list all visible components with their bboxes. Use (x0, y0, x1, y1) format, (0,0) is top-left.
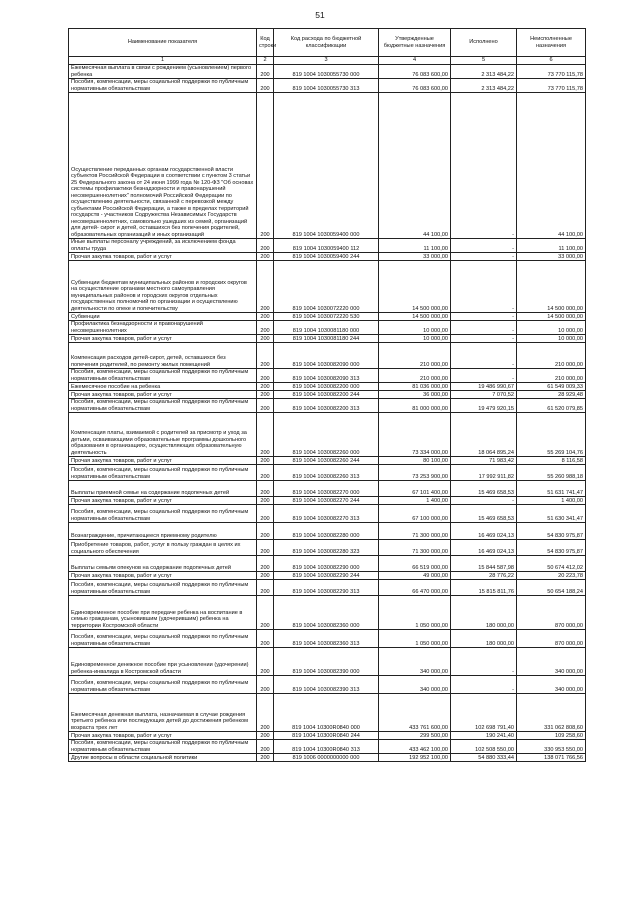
cell-line-code: 200 (257, 343, 274, 369)
cell-executed: 2 313 484,22 (451, 65, 517, 79)
cell-executed: - (451, 648, 517, 676)
cell-remaining: 330 953 550,00 (517, 740, 586, 754)
cell-approved: 33 000,00 (379, 253, 451, 261)
header-classification-code: Код расхода по бюджетной классификации (274, 29, 379, 57)
cell-line-code: 200 (257, 694, 274, 732)
cell-indicator-name: Прочая закупка товаров, работ и услуг (69, 253, 257, 261)
cell-indicator-name: Субвенции бюджетам муниципальных районов и городских округов на осуществление органами местного самоуправления муниципальных районов и городских округов отдельных государственных полномочий по организации и осуществлению деятельности по опеке и попечительству (69, 261, 257, 313)
cell-classification-code: 819 1004 1030082280 323 (274, 540, 379, 556)
cell-approved: 67 100 000,00 (379, 505, 451, 523)
cell-approved: 44 100,00 (379, 93, 451, 239)
cell-approved: 210 000,00 (379, 343, 451, 369)
cell-line-code: 200 (257, 93, 274, 239)
cell-indicator-name: Приобретение товаров, работ, услуг в пользу граждан в целях их социального обеспечения (69, 540, 257, 556)
cell-approved: 66 519 000,00 (379, 556, 451, 572)
cell-remaining: 54 830 975,87 (517, 540, 586, 556)
cell-indicator-name: Прочая закупка товаров, работ и услуг (69, 732, 257, 740)
cell-line-code: 200 (257, 556, 274, 572)
cell-classification-code: 819 1004 1030082270 000 (274, 481, 379, 497)
cell-indicator-name: Ежемесячное пособие на ребенка (69, 383, 257, 391)
cell-classification-code: 819 1004 10300R0840 244 (274, 732, 379, 740)
cell-indicator-name: Иные выплаты персоналу учреждений, за исключением фонда оплаты труда (69, 239, 257, 253)
cell-approved: 340 000,00 (379, 648, 451, 676)
cell-indicator-name: Ежемесячная выплата в связи с рождением (усыновлением) первого ребенка (69, 65, 257, 79)
cell-remaining: 44 100,00 (517, 93, 586, 239)
header-index: 4 (379, 57, 451, 65)
cell-line-code: 200 (257, 523, 274, 540)
cell-remaining: 210 000,00 (517, 369, 586, 383)
cell-approved: 73 334 000,00 (379, 413, 451, 457)
cell-executed: 15 469 658,53 (451, 505, 517, 523)
cell-executed: 16 469 024,13 (451, 523, 517, 540)
cell-classification-code: 819 1004 1030082360 000 (274, 596, 379, 630)
cell-remaining: 1 400,00 (517, 497, 586, 505)
cell-approved: 192 952 100,00 (379, 754, 451, 762)
header-remaining: Неисполненные назначения (517, 29, 586, 57)
cell-classification-code: 819 1004 1030082270 244 (274, 497, 379, 505)
cell-line-code: 200 (257, 369, 274, 383)
table-row (69, 572, 586, 580)
cell-line-code: 200 (257, 383, 274, 391)
cell-approved: 10 000,00 (379, 321, 451, 335)
cell-indicator-name: Пособия, компенсации, меры социальной поддержки по публичным нормативным обязательствам (69, 505, 257, 523)
cell-classification-code: 819 1004 1030082260 000 (274, 413, 379, 457)
cell-classification-code: 819 1004 10300R0840 000 (274, 694, 379, 732)
table-row (69, 630, 586, 648)
cell-executed: 180 000,00 (451, 630, 517, 648)
table-row (69, 239, 586, 253)
cell-classification-code: 819 1004 1030082260 313 (274, 465, 379, 481)
cell-indicator-name: Прочая закупка товаров, работ и услуг (69, 335, 257, 343)
cell-line-code: 200 (257, 676, 274, 694)
cell-approved: 73 253 900,00 (379, 465, 451, 481)
cell-approved: 210 000,00 (379, 369, 451, 383)
table-row (69, 335, 586, 343)
cell-executed: - (451, 321, 517, 335)
cell-classification-code: 819 1004 1030082200 244 (274, 391, 379, 399)
cell-line-code: 200 (257, 572, 274, 580)
cell-remaining: 340 000,00 (517, 648, 586, 676)
table-body (69, 65, 586, 762)
cell-remaining: 210 000,00 (517, 343, 586, 369)
table-row (69, 676, 586, 694)
cell-remaining: 61 520 079,85 (517, 399, 586, 413)
cell-executed: 54 880 333,44 (451, 754, 517, 762)
cell-remaining: 51 631 741,47 (517, 481, 586, 497)
cell-line-code: 200 (257, 754, 274, 762)
cell-classification-code: 819 1004 1030082290 000 (274, 556, 379, 572)
cell-classification-code: 819 1004 1030082090 000 (274, 343, 379, 369)
cell-executed: 71 983,42 (451, 457, 517, 465)
cell-indicator-name: Компенсация расходов детей-сирот, детей, оставшихся без попечения родителей, по ремонту жилых помещений (69, 343, 257, 369)
cell-classification-code: 819 1004 1030082270 313 (274, 505, 379, 523)
table-row (69, 413, 586, 457)
cell-approved: 299 500,00 (379, 732, 451, 740)
cell-approved: 14 500 000,00 (379, 313, 451, 321)
cell-remaining: 14 500 000,00 (517, 261, 586, 313)
cell-classification-code: 819 1004 1030055730 000 (274, 65, 379, 79)
cell-line-code: 200 (257, 313, 274, 321)
cell-approved: 49 000,00 (379, 572, 451, 580)
cell-remaining: 28 929,48 (517, 391, 586, 399)
cell-remaining: 10 000,00 (517, 321, 586, 335)
cell-approved: 36 000,00 (379, 391, 451, 399)
cell-remaining: 8 116,58 (517, 457, 586, 465)
table-row (69, 580, 586, 596)
cell-executed: - (451, 343, 517, 369)
cell-approved: 11 100,00 (379, 239, 451, 253)
cell-line-code: 200 (257, 65, 274, 79)
cell-executed: 15 844 587,98 (451, 556, 517, 572)
cell-executed: - (451, 93, 517, 239)
cell-indicator-name: Вознаграждение, причитающееся приемному родителю (69, 523, 257, 540)
table-row (69, 596, 586, 630)
header-executed: Исполнено (451, 29, 517, 57)
cell-approved: 340 000,00 (379, 676, 451, 694)
cell-line-code: 200 (257, 481, 274, 497)
cell-remaining: 20 223,78 (517, 572, 586, 580)
cell-executed: - (451, 335, 517, 343)
cell-remaining: 33 000,00 (517, 253, 586, 261)
cell-classification-code: 819 1004 1030082360 313 (274, 630, 379, 648)
cell-indicator-name: Пособия, компенсации, меры социальной поддержки по публичным нормативным обязательствам (69, 465, 257, 481)
cell-executed: 17 992 911,82 (451, 465, 517, 481)
table-row (69, 343, 586, 369)
cell-remaining: 138 071 766,56 (517, 754, 586, 762)
table-row (69, 540, 586, 556)
cell-classification-code: 819 1004 1030059400 112 (274, 239, 379, 253)
cell-line-code: 200 (257, 261, 274, 313)
cell-remaining: 14 500 000,00 (517, 313, 586, 321)
table-row (69, 383, 586, 391)
cell-executed: - (451, 676, 517, 694)
table-row (69, 79, 586, 93)
header-line-code: Код строки (257, 29, 274, 57)
cell-line-code: 200 (257, 321, 274, 335)
header-index: 1 (69, 57, 257, 65)
cell-executed: - (451, 313, 517, 321)
cell-approved: 81 000 000,00 (379, 399, 451, 413)
cell-approved: 10 000,00 (379, 335, 451, 343)
cell-executed: - (451, 239, 517, 253)
cell-remaining: 11 100,00 (517, 239, 586, 253)
table-row (69, 556, 586, 572)
cell-approved: 1 050 000,00 (379, 630, 451, 648)
table-row (69, 497, 586, 505)
cell-classification-code: 819 1004 1030082290 313 (274, 580, 379, 596)
page-number: 51 (315, 10, 325, 20)
cell-line-code: 200 (257, 540, 274, 556)
budget-execution-table (68, 28, 586, 762)
table-row (69, 391, 586, 399)
cell-indicator-name: Пособия, компенсации, меры социальной поддержки по публичным нормативным обязательствам (69, 79, 257, 93)
cell-remaining: 55 260 988,18 (517, 465, 586, 481)
table-row (69, 313, 586, 321)
cell-classification-code: 819 1004 1030081180 244 (274, 335, 379, 343)
cell-line-code: 200 (257, 399, 274, 413)
cell-classification-code: 819 1004 10300R0840 313 (274, 740, 379, 754)
cell-line-code: 200 (257, 413, 274, 457)
cell-classification-code: 819 1004 1030082290 244 (274, 572, 379, 580)
cell-executed: - (451, 261, 517, 313)
cell-approved: 71 300 000,00 (379, 523, 451, 540)
table-row (69, 465, 586, 481)
table-row (69, 505, 586, 523)
table-row (69, 481, 586, 497)
cell-remaining: 331 062 808,60 (517, 694, 586, 732)
cell-remaining: 54 830 975,87 (517, 523, 586, 540)
cell-executed: 19 486 990,67 (451, 383, 517, 391)
cell-executed: 15 469 658,53 (451, 481, 517, 497)
cell-approved: 1 400,00 (379, 497, 451, 505)
header-index: 2 (257, 57, 274, 65)
cell-approved: 14 500 000,00 (379, 261, 451, 313)
cell-line-code: 200 (257, 732, 274, 740)
cell-executed: 15 815 811,76 (451, 580, 517, 596)
cell-indicator-name: Единовременное денежное пособие при усыновлении (удочерении) ребенка-инвалида в Костромской области (69, 648, 257, 676)
cell-remaining: 73 770 115,78 (517, 79, 586, 93)
cell-line-code: 200 (257, 335, 274, 343)
cell-remaining: 870 000,00 (517, 630, 586, 648)
cell-executed: 19 479 920,15 (451, 399, 517, 413)
cell-remaining: 55 269 104,76 (517, 413, 586, 457)
cell-executed: 28 776,22 (451, 572, 517, 580)
cell-line-code: 200 (257, 253, 274, 261)
cell-classification-code: 819 1004 1030072220 530 (274, 313, 379, 321)
cell-classification-code: 819 1004 1030081180 000 (274, 321, 379, 335)
cell-classification-code: 819 1004 1030072220 000 (274, 261, 379, 313)
cell-executed: 2 313 484,22 (451, 79, 517, 93)
header-index: 5 (451, 57, 517, 65)
cell-classification-code: 819 1004 1030082200 313 (274, 399, 379, 413)
cell-executed: - (451, 369, 517, 383)
cell-classification-code: 819 1006 0000000000 000 (274, 754, 379, 762)
cell-approved: 1 050 000,00 (379, 596, 451, 630)
cell-executed: - (451, 253, 517, 261)
cell-indicator-name: Пособия, компенсации, меры социальной поддержки по публичным нормативным обязательствам (69, 676, 257, 694)
cell-approved: 71 300 000,00 (379, 540, 451, 556)
cell-line-code: 200 (257, 596, 274, 630)
table-row (69, 740, 586, 754)
cell-indicator-name: Прочая закупка товаров, работ и услуг (69, 457, 257, 465)
cell-indicator-name: Пособия, компенсации, меры социальной поддержки по публичным нормативным обязательствам (69, 369, 257, 383)
cell-executed: 180 000,00 (451, 596, 517, 630)
cell-classification-code: 819 1004 1030059400 000 (274, 93, 379, 239)
table-row (69, 261, 586, 313)
table-row (69, 399, 586, 413)
cell-remaining: 10 000,00 (517, 335, 586, 343)
cell-line-code: 200 (257, 239, 274, 253)
cell-indicator-name: Прочая закупка товаров, работ и услуг (69, 572, 257, 580)
cell-classification-code: 819 1004 1030059400 244 (274, 253, 379, 261)
table-row (69, 754, 586, 762)
cell-approved: 66 470 000,00 (379, 580, 451, 596)
cell-indicator-name: Субвенции (69, 313, 257, 321)
cell-line-code: 200 (257, 391, 274, 399)
cell-indicator-name: Другие вопросы в области социальной политики (69, 754, 257, 762)
table-row (69, 523, 586, 540)
header-indicator-name: Наименование показателя (69, 29, 257, 57)
cell-approved: 433 462 100,00 (379, 740, 451, 754)
cell-indicator-name: Пособия, компенсации, меры социальной поддержки по публичным нормативным обязательствам (69, 740, 257, 754)
cell-remaining: 50 674 412,02 (517, 556, 586, 572)
cell-remaining: 870 000,00 (517, 596, 586, 630)
cell-remaining: 61 549 009,33 (517, 383, 586, 391)
cell-line-code: 200 (257, 497, 274, 505)
cell-indicator-name: Осуществление переданных органам государственной власти субъектов Российской Федерации в соответствии с пунктом 3 статьи 25 Федерального закона от 24 июня 1999 года № 120-ФЗ "Об основах системы профилактики безнадзорности и правонарушений несовершеннолетних" полномочий Российской Федерации по осуществлению деятельности, связанной с перевозкой между субъектами Российской Федерации, а также в пределах территорий государств - участников Содружества Независимых Государств несовершеннолетних, самовольно ушедших из семей, организаций для детей- сирот и детей, оставшихся без попечения родителей, образовательных организаций и иных организаций (69, 93, 257, 239)
cell-line-code: 200 (257, 505, 274, 523)
cell-indicator-name: Пособия, компенсации, меры социальной поддержки по публичным нормативным обязательствам (69, 630, 257, 648)
cell-remaining: 51 630 341,47 (517, 505, 586, 523)
cell-approved: 67 101 400,00 (379, 481, 451, 497)
cell-remaining: 340 000,00 (517, 676, 586, 694)
cell-line-code: 200 (257, 465, 274, 481)
cell-line-code: 200 (257, 580, 274, 596)
table-row (69, 93, 586, 239)
cell-executed: 16 469 024,13 (451, 540, 517, 556)
cell-classification-code: 819 1004 1030082280 000 (274, 523, 379, 540)
cell-classification-code: 819 1004 1030082390 313 (274, 676, 379, 694)
cell-indicator-name: Пособия, компенсации, меры социальной поддержки по публичным нормативным обязательствам (69, 580, 257, 596)
cell-classification-code: 819 1004 1030082260 244 (274, 457, 379, 465)
cell-executed: 7 070,52 (451, 391, 517, 399)
cell-indicator-name: Пособия, компенсации, меры социальной поддержки по публичным нормативным обязательствам (69, 399, 257, 413)
table-row (69, 65, 586, 79)
table-row (69, 321, 586, 335)
cell-approved: 76 083 600,00 (379, 65, 451, 79)
header-index: 3 (274, 57, 379, 65)
cell-indicator-name: Компенсация платы, взимаемой с родителей за присмотр и уход за детьми, осваивающими образовательные программы дошкольного образования в организациях, осуществляющих образовательную деятельность (69, 413, 257, 457)
cell-classification-code: 819 1004 1030082200 000 (274, 383, 379, 391)
table-row (69, 457, 586, 465)
table-row (69, 732, 586, 740)
cell-executed: 102 698 791,40 (451, 694, 517, 732)
table-row (69, 648, 586, 676)
cell-remaining: 109 258,60 (517, 732, 586, 740)
cell-indicator-name: Прочая закупка товаров, работ и услуг (69, 391, 257, 399)
cell-executed: 102 508 550,00 (451, 740, 517, 754)
cell-executed: - (451, 497, 517, 505)
cell-indicator-name: Выплаты семьям опекунов на содержание подопечных детей (69, 556, 257, 572)
cell-executed: 18 064 895,24 (451, 413, 517, 457)
table-row (69, 694, 586, 732)
cell-indicator-name: Единовременное пособие при передаче ребенка на воспитание в семью гражданам, усыновившим (удочерившим) ребенка на территории Костромской области (69, 596, 257, 630)
table-row (69, 253, 586, 261)
cell-classification-code: 819 1004 1030055730 313 (274, 79, 379, 93)
cell-classification-code: 819 1004 1030082090 313 (274, 369, 379, 383)
cell-indicator-name: Выплаты приемной семье на содержание подопечных детей (69, 481, 257, 497)
cell-approved: 81 036 000,00 (379, 383, 451, 391)
cell-line-code: 200 (257, 648, 274, 676)
cell-approved: 433 761 600,00 (379, 694, 451, 732)
header-index: 6 (517, 57, 586, 65)
cell-indicator-name: Профилактика безнадзорности и правонарушений несовершеннолетних (69, 321, 257, 335)
cell-line-code: 200 (257, 457, 274, 465)
cell-line-code: 200 (257, 630, 274, 648)
cell-indicator-name: Ежемесячная денежная выплата, назначаемая в случае рождения третьего ребенка или последующих детей до достижения ребенком возраста трех лет (69, 694, 257, 732)
cell-approved: 76 083 600,00 (379, 79, 451, 93)
table-row (69, 369, 586, 383)
cell-executed: 190 241,40 (451, 732, 517, 740)
cell-indicator-name: Прочая закупка товаров, работ и услуг (69, 497, 257, 505)
cell-line-code: 200 (257, 79, 274, 93)
cell-classification-code: 819 1004 1030082390 000 (274, 648, 379, 676)
header-approved: Утвержденные бюджетные назначения (379, 29, 451, 57)
cell-approved: 80 100,00 (379, 457, 451, 465)
cell-line-code: 200 (257, 740, 274, 754)
cell-remaining: 73 770 115,78 (517, 65, 586, 79)
cell-remaining: 50 654 188,24 (517, 580, 586, 596)
